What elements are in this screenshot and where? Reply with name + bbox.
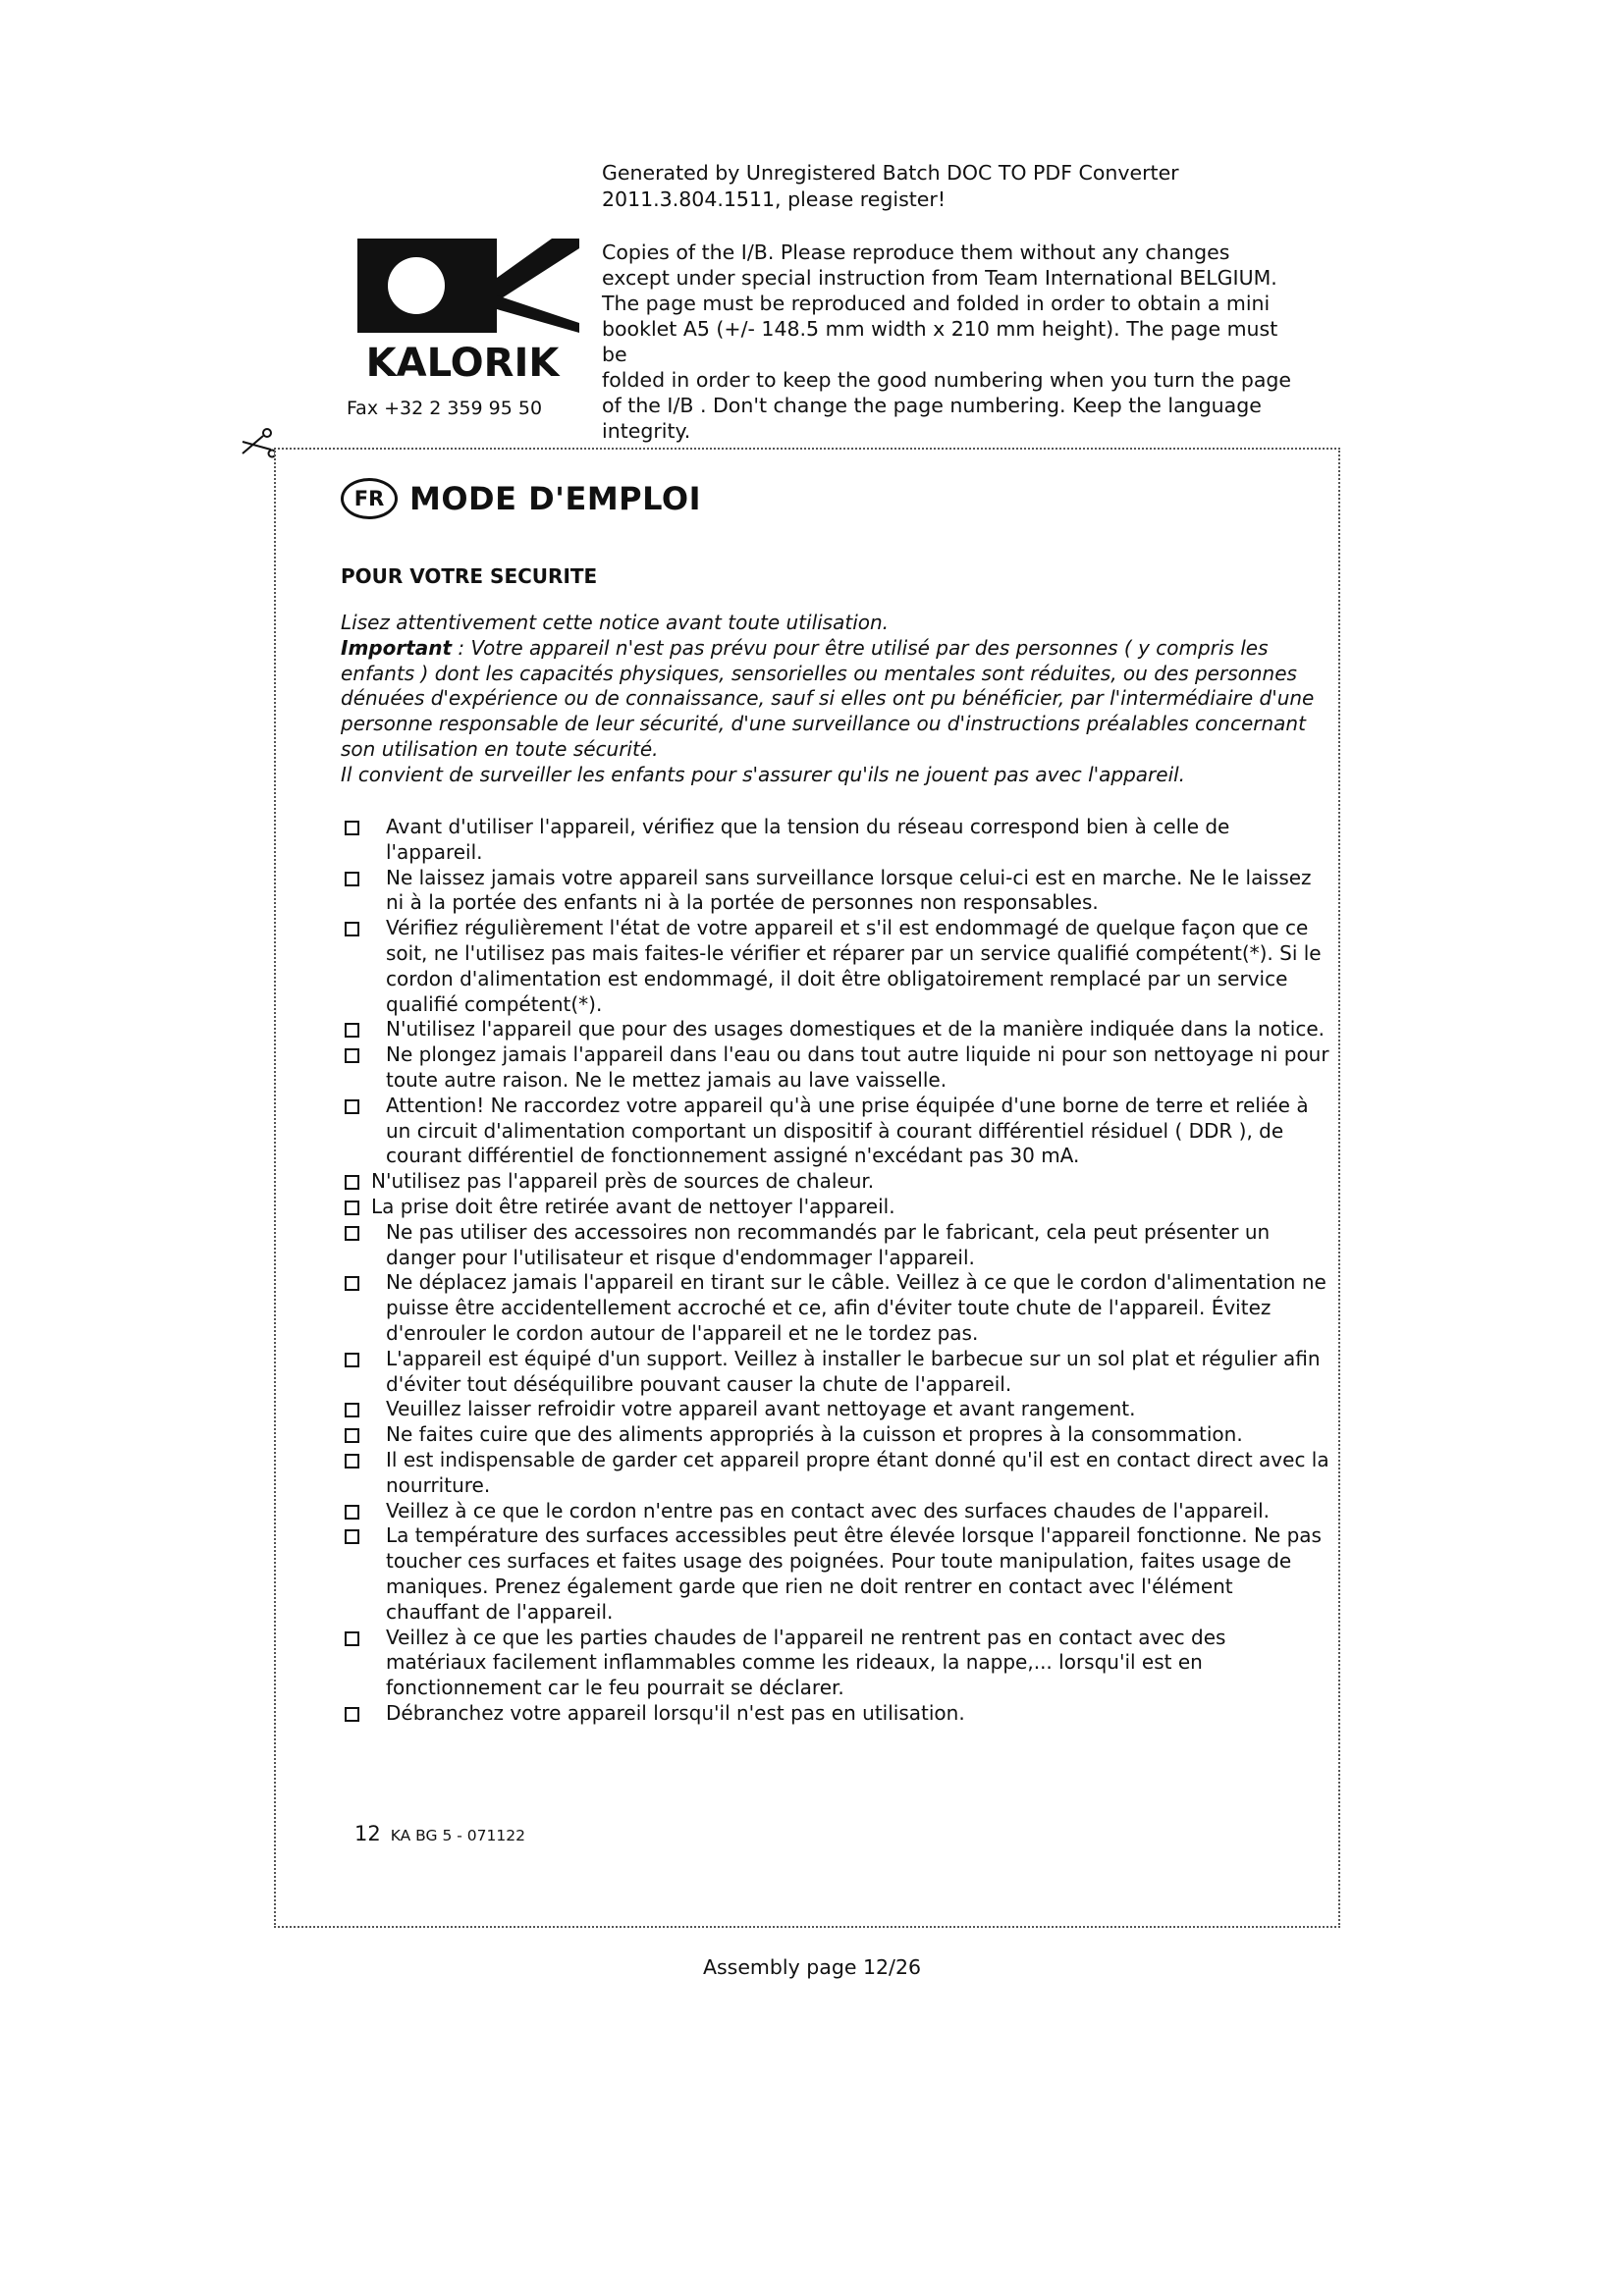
checkbox-bullet-icon xyxy=(345,1631,359,1646)
instruction-line: Copies of the I/B. Please reproduce them without any changes xyxy=(602,240,1230,264)
list-item-text: Ne pas utiliser des accessoires non recommandés par le fabricant, cela peut présenter un danger pour l'utilisateur et risque d'endommager l'appareil. xyxy=(386,1219,1271,1269)
instruction-line: folded in order to keep the good numbering when you turn the page xyxy=(602,368,1292,392)
important-label: Important xyxy=(341,635,453,660)
list-item xyxy=(340,1017,1331,1042)
reproduction-instructions xyxy=(602,240,1309,444)
list-item xyxy=(340,1270,1331,1346)
list-item-text: N'utilisez l'appareil que pour des usages domestiques et de la manière indiquée dans la notice. xyxy=(386,1017,1325,1041)
intro-line: Lisez attentivement cette notice avant toute utilisation. xyxy=(341,611,890,634)
list-item xyxy=(340,1094,1331,1169)
list-item-text: Attention! Ne raccordez votre appareil qu'à une prise équipée d'une borne de terre et reliée à un circuit d'alimentation comportant un dispositif à courant différentiel résiduel ( DDR ), de courant différentiel de fonctionnement assigné n'excédant pas 30 mA. xyxy=(386,1093,1309,1168)
list-item xyxy=(340,1499,1331,1524)
list-item xyxy=(340,916,1331,1017)
checkbox-bullet-icon xyxy=(345,1023,359,1038)
checkbox-bullet-icon xyxy=(345,1403,359,1417)
checkbox-bullet-icon xyxy=(345,1353,359,1367)
safety-instructions-list xyxy=(340,815,1331,1727)
assembly-page-label: Assembly page 12/26 xyxy=(702,1955,922,1979)
list-item-text: La prise doit être retirée avant de nettoyer l'appareil. xyxy=(371,1194,895,1218)
kalorik-logo xyxy=(346,239,579,381)
checkbox-bullet-icon xyxy=(345,1454,359,1468)
manual-heading xyxy=(341,478,701,519)
safety-intro xyxy=(341,611,1323,788)
language-badge-fr: FR xyxy=(341,478,398,519)
list-item xyxy=(340,1626,1331,1701)
page-title: MODE D'EMPLOI xyxy=(409,480,701,517)
list-item xyxy=(340,1169,1331,1195)
list-item xyxy=(340,1448,1331,1499)
checkbox-bullet-icon xyxy=(345,1099,359,1114)
children-warning: Il convient de surveiller les enfants pour s'assurer qu'ils ne jouent pas avec l'appareil. xyxy=(341,762,1186,786)
list-item-text: Ne faites cuire que des aliments appropriés à la cuisson et propres à la consommation. xyxy=(386,1422,1243,1447)
converter-notice-line-1: Generated by Unregistered Batch DOC TO PDF Converter xyxy=(602,161,1179,185)
checkbox-bullet-icon xyxy=(345,872,359,886)
list-item-text: L'appareil est équipé d'un support. Veillez à installer le barbecue sur un sol plat et régulier afin d'éviter tout déséquilibre pouvant causer la chute de l'appareil. xyxy=(386,1346,1321,1396)
checkbox-bullet-icon xyxy=(345,1175,359,1190)
scissors-icon xyxy=(240,426,275,465)
instruction-line: except under special instruction from Team International BELGIUM. xyxy=(602,266,1277,290)
checkbox-bullet-icon xyxy=(345,1707,359,1722)
instruction-line: integrity. xyxy=(602,419,691,443)
list-item xyxy=(340,1701,1331,1727)
instruction-line: booklet A5 (+/- 148.5 mm width x 210 mm height). The page must be xyxy=(602,317,1278,366)
list-item-text: Ne déplacez jamais l'appareil en tirant sur le câble. Veillez à ce que le cordon d'alimentation ne puisse être accidentellement accroché et ce, afin d'éviter toute chute de l'appareil. Évitez d'enrouler le cordon autour de l'appareil et ne le tordez pas. xyxy=(386,1270,1326,1345)
instruction-line: The page must be reproduced and folded in order to obtain a mini xyxy=(602,292,1271,315)
checkbox-bullet-icon xyxy=(345,1226,359,1241)
list-item-text: Vérifiez régulièrement l'état de votre appareil et s'il est endommagé de quelque façon que ce soit, ne l'utilisez pas mais faites-le vérifier et réparer par un service qualifié compétent(*). Si le cordon d'alimentation est endommagé, il doit être obligatoirement remplacé par un service qualifié compétent(*). xyxy=(386,916,1322,1016)
checkbox-bullet-icon xyxy=(345,1529,359,1544)
checkbox-bullet-icon xyxy=(345,922,359,936)
model-code: KA BG 5 - 071122 xyxy=(390,1827,525,1844)
list-item-text: Ne plongez jamais l'appareil dans l'eau ou dans tout autre liquide ni pour son nettoyage ni pour toute autre raison. Ne le mettez jamais au lave vaisselle. xyxy=(386,1042,1329,1092)
list-item-text: Veillez à ce que le cordon n'entre pas en contact avec des surfaces chaudes de l'appareil. xyxy=(386,1498,1271,1522)
list-item xyxy=(340,1195,1331,1220)
checkbox-bullet-icon xyxy=(345,1505,359,1520)
list-item xyxy=(340,1523,1331,1625)
list-item-text: Avant d'utiliser l'appareil, vérifiez que la tension du réseau correspond bien à celle de l'appareil. xyxy=(386,815,1230,864)
list-item-text: Ne laissez jamais votre appareil sans surveillance lorsque celui-ci est en marche. Ne le laissez ni à la portée des enfants ni à la portée de personnes non responsables. xyxy=(386,865,1312,915)
checkbox-bullet-icon xyxy=(345,1048,359,1063)
important-text: : Votre appareil n'est pas prévu pour être utilisé par des personnes ( y compris les enfants ) dont les capacités physiques, sensorielles ou mentales sont réduites, ou des personnes dénuées d'expérience ou de connaissance, sauf si elles ont pu bénéficier, par l'intermédiaire d'une personne responsable de leur sécurité, d'une surveillance ou d'instructions préalables concernant son utilisation en toute sécurité. xyxy=(341,635,1315,761)
section-heading: POUR VOTRE SECURITE xyxy=(341,564,598,588)
list-item xyxy=(340,1220,1331,1271)
list-item-text: Veillez à ce que les parties chaudes de l'appareil ne rentrent pas en contact avec des matériaux facilement inflammables comme les rideaux, la nappe,... lorsqu'il est en fonctionnement car le feu pourrait se déclarer. xyxy=(386,1625,1226,1700)
list-item xyxy=(340,1422,1331,1448)
logo-wordmark: KALORIK xyxy=(365,341,560,381)
checkbox-bullet-icon xyxy=(345,821,359,835)
list-item xyxy=(340,866,1331,917)
converter-notice-line-2: 2011.3.804.1511, please register! xyxy=(602,187,947,211)
page-footer xyxy=(354,1822,525,1845)
list-item-text: Il est indispensable de garder cet appareil propre étant donné qu'il est en contact direct avec la nourriture. xyxy=(386,1447,1329,1497)
list-item xyxy=(340,1042,1331,1094)
important-paragraph xyxy=(341,636,1323,763)
list-item-text: Débranchez votre appareil lorsqu'il n'est pas en utilisation. xyxy=(386,1700,965,1725)
converter-notice xyxy=(602,160,1348,213)
list-item xyxy=(340,1397,1331,1422)
list-item xyxy=(340,815,1331,866)
list-item-text: N'utilisez pas l'appareil près de sources de chaleur. xyxy=(371,1169,875,1194)
page-number: 12 xyxy=(354,1822,381,1845)
list-item xyxy=(340,1347,1331,1398)
list-item-text: Veuillez laisser refroidir votre appareil avant nettoyage et avant rangement. xyxy=(386,1397,1136,1421)
fax-number: Fax +32 2 359 95 50 xyxy=(347,398,543,419)
checkbox-bullet-icon xyxy=(345,1428,359,1443)
checkbox-bullet-icon xyxy=(345,1276,359,1291)
instruction-line: of the I/B . Don't change the page numbering. Keep the language xyxy=(602,394,1262,417)
list-item-text: La température des surfaces accessibles peut être élevée lorsque l'appareil fonctionne. Ne pas toucher ces surfaces et faites usage des poignées. Pour toute manipulation, faites usage de maniques. Prenez également garde que rien ne doit rentrer en contact avec l'élément chauffant de l'appareil. xyxy=(386,1523,1322,1624)
checkbox-bullet-icon xyxy=(345,1201,359,1215)
